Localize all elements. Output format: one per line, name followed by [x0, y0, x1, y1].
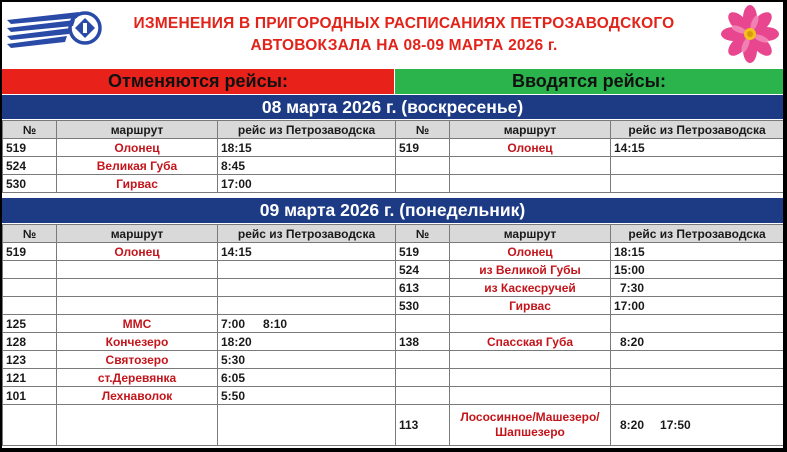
- route-number: 101: [3, 387, 57, 405]
- table-row: [3, 297, 396, 315]
- route-number: 530: [3, 175, 57, 193]
- departure-time: 7:30: [620, 280, 645, 295]
- day1-band: 08 марта 2026 г. (воскресенье): [2, 95, 783, 119]
- departure-times: [218, 175, 396, 193]
- col-departure-header: рейс из Петрозаводска: [611, 121, 784, 139]
- departure-times: [611, 351, 784, 369]
- col-departure-header: рейс из Петрозаводска: [218, 121, 396, 139]
- route-name: [450, 315, 611, 333]
- route-name: ст.Деревянка: [57, 369, 218, 387]
- notice-title-line1: ИЗМЕНЕНИЯ В ПРИГОРОДНЫХ РАСПИСАНИЯХ ПЕТРОЗАВОДСКОГО: [133, 15, 675, 32]
- notice-title-line2: АВТОВОКЗАЛА НА 08-09 МАРТА 2026 г.: [250, 37, 558, 54]
- route-number: 613: [396, 279, 450, 297]
- table-row: [396, 139, 784, 157]
- route-number: [396, 157, 450, 175]
- departure-times: [218, 279, 396, 297]
- route-name: [57, 279, 218, 297]
- departure-times: [218, 261, 396, 279]
- departure-time: 18:15: [614, 244, 645, 259]
- route-name: Кончезеро: [57, 333, 218, 351]
- col-num-header: №: [3, 225, 57, 243]
- route-number: 125: [3, 315, 57, 333]
- route-number: 530: [396, 297, 450, 315]
- route-name: Лососинное/Машезеро/ Шапшезеро: [450, 405, 611, 446]
- route-number: 138: [396, 333, 450, 351]
- table-row: [396, 175, 784, 193]
- day1-introduced-table: [395, 120, 783, 193]
- route-number: [3, 279, 57, 297]
- departure-times: [611, 261, 784, 279]
- departure-times: [218, 139, 396, 157]
- departure-times: [218, 351, 396, 369]
- route-name: [450, 369, 611, 387]
- route-number: [396, 315, 450, 333]
- col-route-header: маршрут: [57, 225, 218, 243]
- table-row: [396, 297, 784, 315]
- cancelled-trips-heading: Отменяются рейсы:: [2, 69, 394, 94]
- route-number: [3, 405, 57, 446]
- route-number: [396, 387, 450, 405]
- departure-times: [218, 243, 396, 261]
- route-name: [450, 157, 611, 175]
- departure-time: 8:10: [263, 316, 288, 331]
- route-number: 519: [3, 139, 57, 157]
- col-route-header: маршрут: [450, 225, 611, 243]
- table-header-row: [3, 225, 396, 243]
- departure-time: 8:45: [221, 158, 246, 173]
- departure-times: [611, 297, 784, 315]
- route-number: 519: [396, 243, 450, 261]
- route-name: Олонец: [450, 139, 611, 157]
- table-row: [3, 261, 396, 279]
- table-row: [3, 139, 396, 157]
- table-row: [3, 175, 396, 193]
- pink-flower-icon: [720, 4, 780, 64]
- departure-times: [611, 279, 784, 297]
- table-row: [3, 157, 396, 175]
- col-departure-header: рейс из Петрозаводска: [218, 225, 396, 243]
- departure-time: 7:00: [221, 316, 246, 331]
- route-name: Олонец: [57, 243, 218, 261]
- table-row: [396, 351, 784, 369]
- route-number: [396, 175, 450, 193]
- table-row: [3, 351, 396, 369]
- table-row: [396, 333, 784, 351]
- departure-time: 8:20: [620, 334, 645, 349]
- departure-time: 8:20: [620, 418, 645, 432]
- route-name: [57, 261, 218, 279]
- departure-times: [611, 333, 784, 351]
- departure-time: 17:00: [614, 298, 645, 313]
- table-row: [3, 369, 396, 387]
- route-name: из Каскесручей: [450, 279, 611, 297]
- departure-time: 15:00: [614, 262, 645, 277]
- notice-header: [2, 2, 783, 69]
- route-number: 519: [396, 139, 450, 157]
- col-departure-header: рейс из Петрозаводска: [611, 225, 784, 243]
- notice-frame: [2, 2, 783, 448]
- table-row: [396, 369, 784, 387]
- introduced-trips-heading: Вводятся рейсы:: [395, 69, 783, 94]
- route-name: [450, 175, 611, 193]
- table-row: [396, 405, 784, 446]
- route-number: [3, 297, 57, 315]
- day2-cancelled-table: [2, 224, 396, 446]
- route-name: ММС: [57, 315, 218, 333]
- route-number: 128: [3, 333, 57, 351]
- route-name: [57, 405, 218, 446]
- departure-times: [218, 369, 396, 387]
- table-row: [3, 243, 396, 261]
- departure-time: 18:20: [221, 334, 252, 349]
- col-num-header: №: [396, 121, 450, 139]
- route-number: 519: [3, 243, 57, 261]
- departure-time: 5:30: [221, 352, 246, 367]
- day1-cancelled-table: [2, 120, 396, 193]
- departure-times: [611, 139, 784, 157]
- route-name: Гирвас: [450, 297, 611, 315]
- col-route-header: маршрут: [450, 121, 611, 139]
- departure-time: 17:50: [660, 418, 691, 432]
- departure-times: [611, 157, 784, 175]
- departure-times: [218, 157, 396, 175]
- table-row: [396, 387, 784, 405]
- route-name: Великая Губа: [57, 157, 218, 175]
- table-row: [396, 279, 784, 297]
- table-row: [396, 315, 784, 333]
- route-number: [3, 261, 57, 279]
- departure-times: [218, 333, 396, 351]
- table-row: [396, 261, 784, 279]
- departure-time: 17:00: [221, 176, 252, 191]
- table-header-row: [396, 121, 784, 139]
- departure-times: [611, 243, 784, 261]
- route-name: Олонец: [450, 243, 611, 261]
- route-number: 524: [396, 261, 450, 279]
- departure-times: [218, 405, 396, 446]
- col-num-header: №: [3, 121, 57, 139]
- table-header-row: [396, 225, 784, 243]
- departure-times: [611, 369, 784, 387]
- route-name: Гирвас: [57, 175, 218, 193]
- day2-band: 09 марта 2026 г. (понедельник): [2, 198, 783, 223]
- route-name: Олонец: [57, 139, 218, 157]
- departure-times: [218, 297, 396, 315]
- departure-times: [611, 405, 784, 446]
- departure-time: 5:50: [221, 388, 246, 403]
- route-name: [57, 297, 218, 315]
- departure-times: [218, 315, 396, 333]
- route-number: [396, 369, 450, 387]
- departure-times: [611, 175, 784, 193]
- table-row: [3, 279, 396, 297]
- departure-times: [218, 387, 396, 405]
- route-number: 121: [3, 369, 57, 387]
- table-header-row: [3, 121, 396, 139]
- col-route-header: маршрут: [57, 121, 218, 139]
- departure-times: [611, 387, 784, 405]
- route-number: 524: [3, 157, 57, 175]
- route-number: 113: [396, 405, 450, 446]
- day2-introduced-table: [395, 224, 783, 446]
- departure-time: 14:15: [221, 244, 252, 259]
- route-number: [396, 351, 450, 369]
- table-row: [3, 405, 396, 446]
- table-row: [396, 243, 784, 261]
- departure-times: [611, 315, 784, 333]
- route-name: из Великой Губы: [450, 261, 611, 279]
- route-name: Лехнаволок: [57, 387, 218, 405]
- route-name: Святозеро: [57, 351, 218, 369]
- route-name: Спасская Губа: [450, 333, 611, 351]
- col-num-header: №: [396, 225, 450, 243]
- table-row: [3, 333, 396, 351]
- departure-time: 6:05: [221, 370, 246, 385]
- departure-time: 14:15: [614, 140, 645, 155]
- table-row: [396, 157, 784, 175]
- table-row: [3, 315, 396, 333]
- route-number: 123: [3, 351, 57, 369]
- route-name: [450, 387, 611, 405]
- table-row: [3, 387, 396, 405]
- route-name: [450, 351, 611, 369]
- departure-time: 18:15: [221, 140, 252, 155]
- bus-station-logo-icon: [5, 8, 105, 58]
